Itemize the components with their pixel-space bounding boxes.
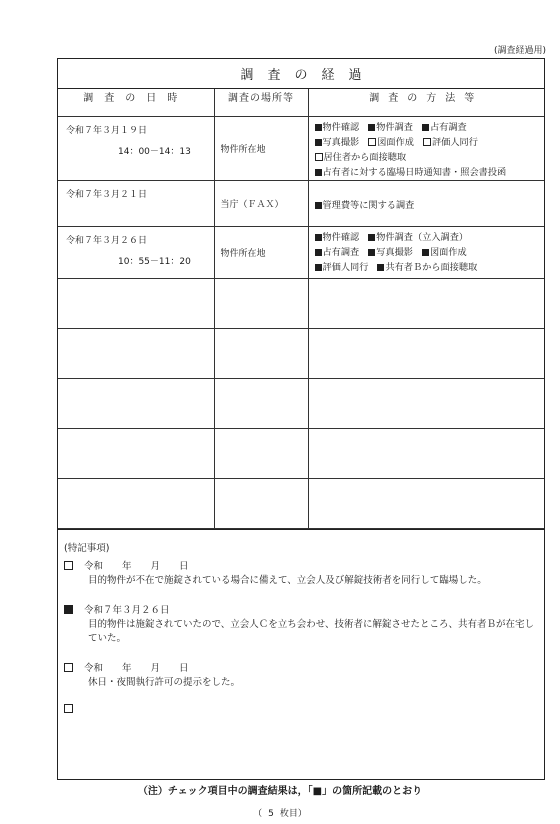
method-line	[315, 165, 545, 180]
method-label: 管理費等に関する調査	[322, 199, 415, 211]
cell-place: 物件所在地	[214, 117, 308, 181]
special-notes-heading: (特記事項)	[64, 543, 110, 554]
method-item	[368, 137, 414, 148]
cell-place	[214, 329, 308, 379]
method-item	[315, 262, 369, 273]
checked-box-icon	[315, 202, 322, 209]
checked-box-icon	[315, 139, 322, 146]
method-item	[315, 232, 360, 243]
cell-method	[308, 379, 544, 429]
checked-box-icon	[64, 605, 73, 614]
date-text: 令和７年３月２６日	[66, 236, 148, 246]
cell-datetime	[58, 379, 214, 429]
table-row	[58, 181, 544, 227]
method-line	[315, 120, 545, 135]
method-line	[315, 230, 545, 245]
checked-box-icon	[315, 234, 322, 241]
special-note-text: 目的物件は施錠されていたので、立会人Ｃを立ち会わせ、技術者に解錠させたところ、共有者Ｂが在宅していた。	[88, 619, 535, 644]
checked-box-icon	[315, 264, 322, 271]
time-text: 10：55－11：20	[118, 257, 191, 267]
checked-box-icon	[368, 249, 375, 256]
page-number-value: 5	[268, 809, 274, 819]
checked-box-icon	[368, 124, 375, 131]
method-label: 物件調査（立入調査）	[376, 232, 469, 243]
table-row	[58, 479, 544, 529]
method-line	[315, 198, 545, 213]
method-label: 写真撮影	[376, 247, 413, 258]
method-line	[315, 260, 545, 275]
method-label: 物件調査	[376, 122, 413, 133]
cell-place	[214, 479, 308, 529]
method-item	[423, 137, 478, 148]
special-note-date: 令和 年 月 日	[84, 663, 189, 674]
method-item	[315, 122, 360, 133]
cell-datetime	[58, 429, 214, 479]
cell-datetime	[58, 279, 214, 329]
special-note-text: 休日・夜間執行許可の提示をした。	[88, 677, 241, 688]
date-text: 令和７年３月２１日	[66, 190, 148, 200]
investigation-form	[57, 58, 545, 780]
cell-datetime	[58, 117, 214, 181]
special-note-text: 目的物件が不在で施錠されている場合に備えて、立会人及び解錠技術者を同行して臨場した。	[88, 575, 487, 586]
method-item	[377, 262, 477, 273]
cell-method	[308, 479, 544, 529]
page-number	[0, 806, 560, 819]
unchecked-box-icon	[64, 663, 73, 672]
cell-datetime	[58, 329, 214, 379]
method-label: 物件確認	[322, 232, 360, 243]
checked-box-icon	[377, 264, 384, 271]
special-note-item	[64, 558, 538, 588]
checked-box-icon	[315, 169, 322, 176]
method-line	[315, 135, 545, 150]
cell-method	[308, 227, 544, 279]
special-note-item	[64, 704, 538, 713]
method-item	[315, 247, 360, 258]
footnote: （注）チェック項目中の調査結果は，「■」の箇所記載のとおり	[137, 786, 423, 797]
form-type-note: (調査経過用)	[493, 46, 546, 56]
table-row	[58, 279, 544, 329]
cell-method	[308, 429, 544, 479]
checked-box-icon	[315, 124, 322, 131]
cell-method	[308, 181, 544, 227]
method-label: 占有調査	[430, 122, 467, 133]
method-label: 写真撮影	[322, 137, 360, 148]
checked-box-icon	[422, 124, 429, 131]
method-label: 占有者に対する臨場日時通知書・照会書投函	[322, 167, 507, 178]
unchecked-box-icon	[315, 153, 323, 161]
header-method: 調査の方法等	[308, 89, 544, 117]
method-label: 居住者から面接聴取	[323, 152, 407, 163]
method-item	[422, 247, 467, 258]
unchecked-box-icon	[64, 561, 73, 570]
table-row	[58, 429, 544, 479]
date-text: 令和７年３月１９日	[66, 126, 148, 136]
cell-method	[308, 279, 544, 329]
method-item	[422, 122, 467, 133]
table-row	[58, 379, 544, 429]
method-label: 占有調査	[322, 247, 360, 258]
method-line	[315, 245, 545, 260]
checked-box-icon	[368, 234, 375, 241]
special-note-date: 令和７年３月２６日	[84, 605, 170, 616]
table-header	[58, 89, 544, 117]
page-number-prefix: （	[253, 809, 263, 819]
checked-box-icon	[422, 249, 429, 256]
cell-place	[214, 379, 308, 429]
method-label: 評価人同行	[322, 262, 369, 273]
cell-datetime	[58, 479, 214, 529]
method-item	[368, 232, 468, 243]
form-title: 調査の経過	[58, 59, 544, 89]
method-item	[315, 200, 415, 211]
method-label: 共有者Ｂから面接聴取	[385, 262, 478, 273]
cell-place: 当庁（ＦＡＸ）	[214, 181, 308, 227]
table-row	[58, 227, 544, 279]
cell-place: 物件所在地	[214, 227, 308, 279]
cell-datetime	[58, 227, 214, 279]
unchecked-box-icon	[423, 138, 431, 146]
checked-box-icon	[315, 249, 322, 256]
method-label: 図面作成	[377, 137, 414, 148]
special-note-item	[64, 602, 538, 646]
special-notes	[58, 529, 544, 776]
cell-place	[214, 429, 308, 479]
method-item	[315, 152, 407, 163]
cell-place	[214, 279, 308, 329]
investigation-table	[58, 89, 544, 529]
method-item	[315, 167, 507, 178]
cell-method	[308, 329, 544, 379]
unchecked-box-icon	[64, 704, 73, 713]
cell-method	[308, 117, 544, 181]
method-line	[315, 150, 545, 165]
table-row	[58, 117, 544, 181]
method-label: 評価人同行	[432, 137, 478, 148]
cell-datetime	[58, 181, 214, 227]
special-note-date: 令和 年 月 日	[84, 561, 189, 572]
method-label: 物件確認	[322, 122, 360, 133]
method-item	[368, 122, 413, 133]
special-note-item	[64, 660, 538, 690]
header-place: 調査の場所等	[214, 89, 308, 117]
unchecked-box-icon	[368, 138, 376, 146]
method-item	[368, 247, 413, 258]
table-row	[58, 329, 544, 379]
method-label: 図面作成	[430, 247, 467, 258]
method-item	[315, 137, 360, 148]
header-datetime: 調査の日時	[58, 89, 214, 117]
page-number-suffix: 枚目）	[279, 809, 307, 819]
time-text: 14：00－14：13	[118, 147, 191, 157]
